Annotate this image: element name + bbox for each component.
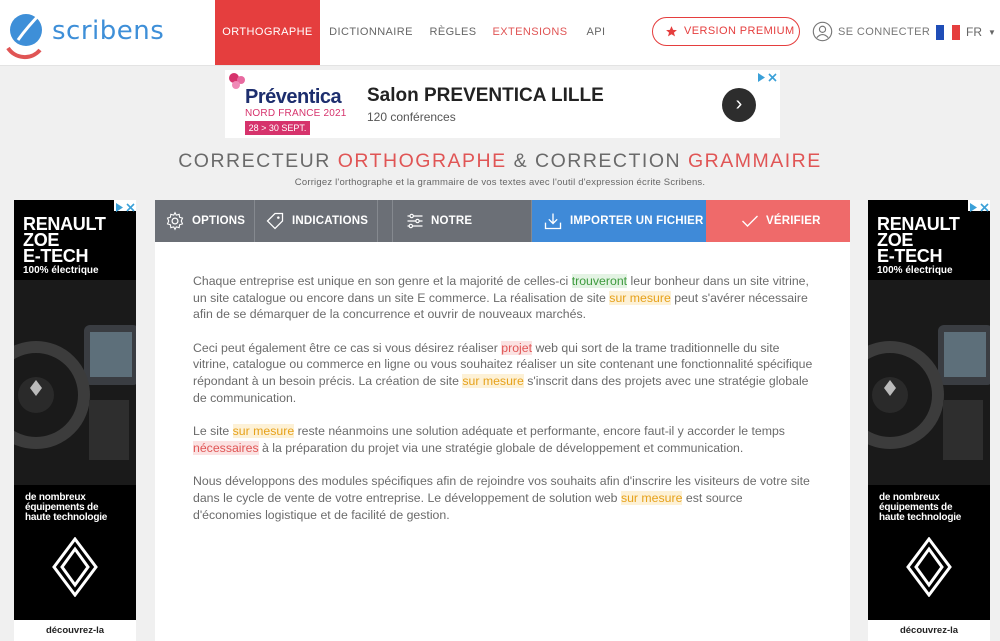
ad-title-line: ZOE (23, 230, 60, 250)
ad-desc-line: équipements de (25, 502, 99, 513)
preventica-logo (225, 70, 360, 138)
side-ad-left[interactable] (14, 200, 136, 641)
title-part-orthographe: ORTHOGRAPHE (337, 150, 507, 172)
chevron-right-icon[interactable]: › (722, 88, 756, 122)
editor-content[interactable] (193, 273, 813, 540)
banner-ad[interactable] (225, 70, 780, 138)
text-segment: est source d'économies logistique et de facilité de gestion. (193, 490, 743, 522)
scribens-logo-icon (2, 4, 50, 60)
text-editor[interactable] (155, 242, 850, 641)
language-label: FR (966, 25, 982, 39)
paragraph (193, 273, 813, 323)
text-segment: leur bonheur dans un site vitrine, un site catalogue ou encore dans un site E commerce. La réalisation de site (193, 274, 809, 305)
import-label: IMPORTER UN FICHIER (570, 215, 704, 227)
text-segment: Ceci peut également être ce cas si vous désirez réaliser (193, 340, 502, 355)
style-highlight[interactable]: sur mesure (609, 290, 671, 305)
ad-title-line: RENAULT (23, 214, 106, 234)
paragraph (193, 473, 813, 523)
ad-desc-line: haute technologie (25, 512, 108, 523)
options-button[interactable] (155, 200, 255, 242)
indications-label: INDICATIONS (292, 215, 369, 227)
side-ad-right[interactable] (868, 200, 990, 641)
banner-brand-sub: NORD FRANCE 2021 (245, 108, 347, 119)
style-highlight[interactable]: sur mesure (232, 424, 295, 439)
ad-title (23, 216, 106, 264)
title-part-correction: CORRECTION (535, 150, 688, 172)
user-icon (812, 21, 833, 42)
language-selector[interactable] (936, 23, 996, 41)
ad-title-line: E-TECH (23, 246, 89, 266)
indications-button[interactable] (255, 200, 378, 242)
adchoices-icon[interactable] (756, 70, 778, 81)
ad-desc-line: de nombreux (879, 492, 940, 503)
caret-down-icon: ▼ (988, 27, 996, 37)
ad-title-line: E-TECH (877, 246, 943, 266)
ad-tag: 100% électrique (877, 265, 953, 276)
style-highlight[interactable]: sur mesure (462, 373, 524, 388)
premium-button[interactable] (652, 17, 800, 46)
ad-cta[interactable]: découvrez-la (868, 620, 990, 641)
check-icon (740, 211, 760, 231)
adchoices-icon[interactable] (968, 200, 990, 211)
import-file-button[interactable] (532, 200, 706, 242)
nav-regles[interactable]: RÈGLES (429, 26, 477, 38)
ad-desc-line: haute technologie (879, 512, 962, 523)
top-header (0, 0, 1000, 66)
ad-tag: 100% électrique (23, 265, 99, 276)
ad-cta[interactable]: découvrez-la (14, 620, 136, 641)
banner-brand: Préventica (245, 86, 342, 108)
ad-title-line: ZOE (877, 230, 914, 250)
toolbar-divider (378, 200, 393, 242)
nav-dictionnaire[interactable]: DICTIONNAIRE (329, 26, 413, 38)
title-part-correcteur: CORRECTEUR (178, 150, 338, 172)
text-segment: peut s'avérer nécessaire afin de se démarquer de la concurrence et ouvrir de nouveaux marchés. (193, 290, 808, 322)
ad-description (25, 493, 107, 523)
example-label: NOTRE (431, 215, 473, 227)
text-segment: Le site (193, 424, 233, 439)
page-subtitle: Corrigez l'orthographe et la grammaire de vos textes avec l'outil d'expression écrite Scribens. (294, 177, 706, 188)
suggestion-highlight[interactable]: trouveront (571, 274, 628, 288)
star-icon (665, 25, 678, 38)
text-segment: à la préparation du projet via une stratégie globale de développement et communication. (258, 440, 744, 455)
editor-toolbar (155, 200, 850, 242)
verify-label: VÉRIFIER (766, 215, 821, 227)
scribens-logo[interactable] (2, 4, 165, 60)
login-button[interactable] (812, 21, 930, 43)
premium-label: VERSION PREMIUM (684, 25, 795, 37)
banner-date: 28 > 30 SEPT. (245, 121, 310, 135)
paragraph (193, 340, 813, 406)
style-highlight[interactable]: sur mesure (620, 490, 683, 505)
renault-logo-icon (906, 537, 952, 597)
page-title (0, 150, 1000, 173)
download-icon (543, 211, 563, 231)
tag-icon (265, 211, 285, 231)
adchoices-icon[interactable] (114, 200, 136, 211)
sliders-icon (405, 211, 425, 231)
error-highlight[interactable]: projet (501, 340, 533, 355)
gear-icon (165, 211, 185, 231)
banner-title: Salon PREVENTICA LILLE (367, 85, 604, 106)
example-button[interactable] (393, 200, 532, 242)
ad-title (877, 216, 960, 264)
car-interior-image (868, 280, 990, 485)
options-label: OPTIONS (192, 215, 246, 227)
logo-text: scribens (52, 16, 165, 46)
renault-logo-icon (52, 537, 98, 597)
text-segment: web qui sort de la trame traditionnelle du site vitrine, catalogue ou commerce en ligne ou vous souhaitez réaliser un site contenant une fonctionnalité spécifique répondant à un besoin précis. La création de site (193, 340, 813, 388)
verify-button[interactable] (706, 200, 850, 242)
login-label: SE CONNECTER (838, 26, 931, 38)
paragraph (193, 423, 813, 456)
text-segment: Chaque entreprise est unique en son genre et la majorité de celles-ci (193, 274, 572, 288)
text-segment: reste néanmoins une solution adéquate et performante, encore faut-il y accorder le temps (294, 424, 785, 439)
title-part-amp: & (506, 150, 535, 172)
car-interior-image (14, 280, 136, 485)
text-segment: s'inscrit dans des projets avec une stratégie globale de communication. (193, 373, 809, 405)
france-flag-icon (936, 25, 960, 40)
title-part-grammaire: GRAMMAIRE (688, 150, 822, 172)
ad-title-line: RENAULT (877, 214, 960, 234)
ad-description (879, 493, 961, 523)
text-segment: Nous développons des modules spécifiques afin de rejoindre vos souhaits afin d'inscrire les visiteurs de votre site dans le cycle de vente de votre entreprise. Le développement de solution web (193, 474, 810, 505)
banner-subtitle: 120 conférences (367, 110, 456, 124)
nav-orthographe[interactable]: ORTHOGRAPHE (215, 0, 320, 65)
ad-desc-line: équipements de (879, 502, 953, 513)
nav-api[interactable]: API (586, 26, 606, 38)
ad-desc-line: de nombreux (25, 492, 86, 503)
nav-extensions[interactable]: EXTENSIONS (492, 26, 568, 38)
error-highlight[interactable]: nécessaires (193, 440, 259, 455)
